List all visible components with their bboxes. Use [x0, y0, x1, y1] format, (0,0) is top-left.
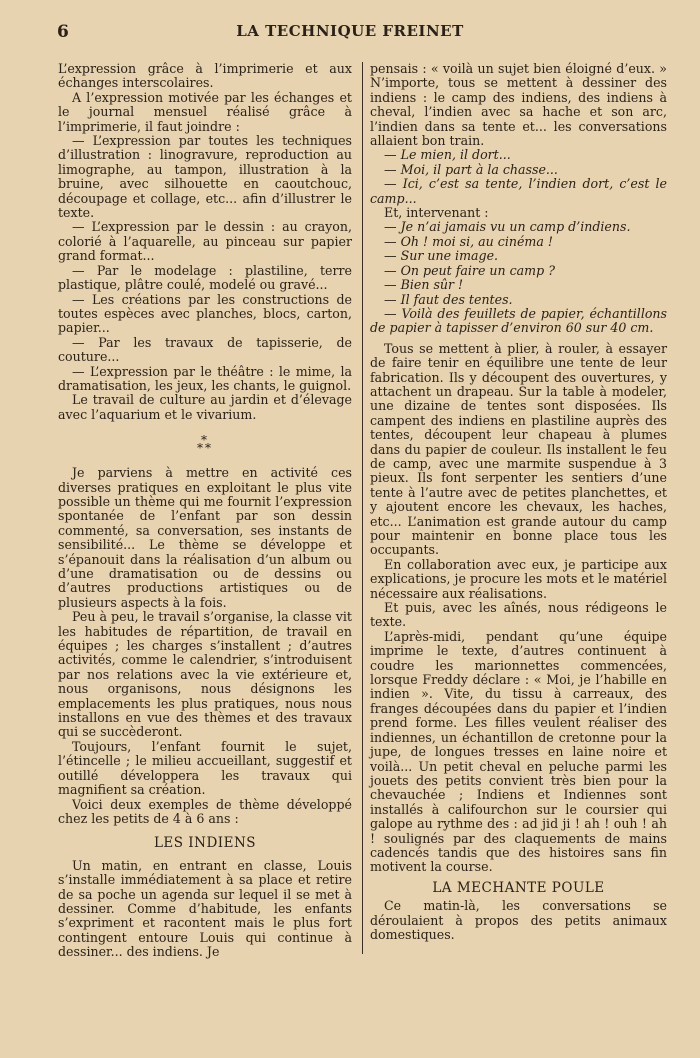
dialog-line: — On peut faire un camp ?	[384, 262, 555, 278]
paragraph: — Les créations par les constructions de toutes espèces avec planches, blocs, carton, papier...	[58, 291, 352, 336]
dialog-line: — Oh ! moi si, au cinéma !	[384, 233, 553, 249]
paragraph: — L’expression par le dessin : au crayon, colorié à l’aquarelle, au pinceau sur papier grand format...	[58, 219, 352, 264]
dialog-line: — Moi, il part à la chasse...	[384, 161, 558, 177]
paragraph: — L’expression par le théâtre : le mime, la dramatisation, les jeux, les chants, le guignol.	[58, 363, 352, 393]
paragraph: A l’expression motivée par les échanges et le journal mensuel réalisé grâce à l’imprimerie, il faut joindre :	[58, 89, 352, 134]
dialog-line: — Il faut des tentes.	[384, 291, 513, 307]
section-heading: LA MECHANTE POULE	[432, 879, 605, 896]
section-heading: LES INDIENS	[153, 835, 257, 852]
dialog-line: — Bien sûr !	[384, 277, 464, 293]
paragraph: Le travail de culture au jardin et d’élevage avec l’aquarium et le vivarium.	[58, 392, 352, 422]
paragraph: En collaboration avec eux, je participe aux explications, je procure les mots et le matériel nécessaire aux réalisations.	[370, 556, 667, 601]
paragraph: Voici deux exemples de thème développé chez les petits de 4 à 6 ans :	[58, 796, 352, 826]
dialog-line: — Voilà des feuillets de papier, échantillons de papier à tapisser d’environ 60 sur 40 cm.	[370, 305, 667, 336]
dialog-line: — Sur une image.	[384, 248, 499, 264]
dialog-line: — Ici, c’est sa tente, l’indien dort, c’est le camp...	[370, 176, 667, 206]
paragraph: Peu à peu, le travail s’organise, la classe vit les habitudes de répartition, de travail en équipes ; les charges s’installent ; d’autres activités, comme le calendrier, s’introduisent par nos relations avec la vie extérieure et, nous organisons, nous désignons les emplacements les plus pratiques, nous nous installons en vue des thèmes et des travaux qui se succèderont.	[58, 609, 352, 740]
dialog-line: — Je n’ai jamais vu un camp d’indiens.	[384, 219, 631, 235]
paragraph: Et, intervenant :	[384, 205, 489, 221]
paragraph: Un matin, en entrant en classe, Louis s’installe immédiatement à sa place et retire de sa poche un agenda sur lequel il se met à dessiner. Comme d’habitude, les enfants s’expriment et racontent mais le plus fort contingent entoure Louis qui continue à dessiner... des indiens. Je	[58, 857, 352, 960]
paragraph: Ce matin-là, les conversations se déroulaient à propos des petits animaux domestiques.	[370, 898, 667, 942]
page-number: 6	[57, 22, 69, 42]
right-column	[370, 62, 667, 942]
running-title: LA TECHNIQUE FREINET	[236, 22, 464, 40]
paragraph: — L’expression par toutes les techniques d’illustration : linogravure, reproduction au limographe, au tampon, illustration à la bruine, avec silhouette en caoutchouc, découpage et collage, etc... afin d’illustrer le texte.	[58, 133, 352, 221]
paragraph: pensais : « voilà un sujet bien éloigné d’eux. » N’importe, tous se mettent à dessiner des indiens : le camp des indiens, des indiens à cheval, l’indien avec sa hache et son arc, l’indien dans sa tente et... les conversations allaient bon train.	[370, 61, 667, 149]
left-column	[58, 62, 352, 960]
paragraph: L’expression grâce à l’imprimerie et aux échanges interscolaires.	[58, 61, 352, 91]
paragraph: Et puis, avec les aînés, nous rédigeons le texte.	[370, 600, 667, 630]
paragraph: — Par les travaux de tapisserie, de couture...	[58, 334, 352, 365]
paragraph: Toujours, l’enfant fournit le sujet, l’étincelle ; le milieu accueillant, suggestif et outillé développera les travaux qui magnifient sa création.	[58, 738, 352, 798]
paragraph: — Par le modelage : plastiline, terre plastique, plâtre coulé, modelé ou gravé...	[58, 262, 352, 293]
paragraph: Je parviens à mettre en activité ces diverses pratiques en exploitant le plus vite possible un thème qui me fournit l’expression spontanée de l’enfant par son dessin commenté, sa conversation, ses instants de sensibilité... Le thème se développe et s’épanouit dans la réalisation d’un album ou d’une dramatisation ou de dessins ou d’autres productions artistiques ou de plusieurs aspects à la fois.	[58, 465, 352, 610]
section-separator: * **	[197, 433, 213, 456]
dialog-line: — Le mien, il dort...	[384, 147, 511, 163]
paragraph: L’après-midi, pendant qu’une équipe imprime le texte, d’autres continuent à coudre les marionnettes commencées, lorsque Freddy déclare : « Moi, je l’habille en indien ». Vite, du tissu à carreaux, des franges découpées dans du papier et l’indien prend forme. Les filles veulent réaliser des indiennes, un échantillon de cretonne pour la jupe, de longues tresses en laine noire et voilà... Un petit cheval en peluche parmi les jouets des petits convient très bien pour la chevauchée ; Indiens et Indiennes sont installés à califourchon sur le coursier qui galope au rythme des : ad jid ji ! ah ! ouh ! ah ! soulignés par des claquements de mains cadencés tandis que des histoires sans fin motivent la course.	[370, 628, 667, 875]
column-divider	[362, 62, 363, 954]
paragraph: Tous se mettent à plier, à rouler, à essayer de faire tenir en équilibre une tente de leur fabrication. Ils y découpent des ouvertures, y attachent un drapeau. Sur la table à modeler, une dizaine de tentes sont disposées. Ils campent des indiens en plastiline auprès des tentes, découpent leur chapeau à plumes dans du papier de couleur. Ils installent le feu de camp, avec une marmite suspendue à 3 pieux. Ils font serpenter les sentiers d’une tente à l’autre avec de petites planchettes, et y ajoutent encore les chevaux, les haches, etc... L’animation est grande autour du camp pour maintenir en bonne place tous les occupants.	[370, 340, 667, 558]
